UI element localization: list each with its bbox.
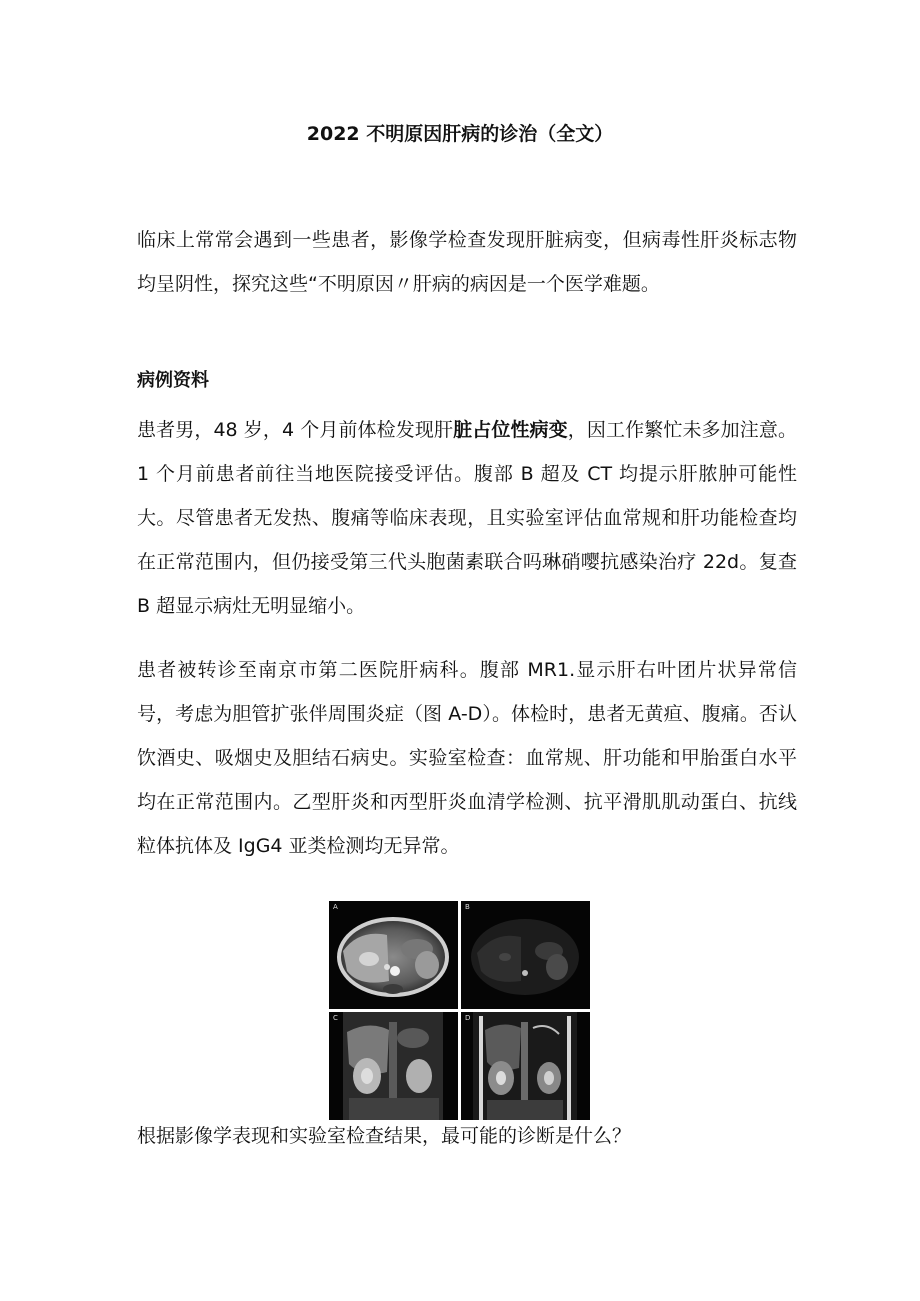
case-paragraph-1 bbox=[137, 408, 797, 628]
panel-label-a: A bbox=[333, 903, 338, 911]
mri-figure bbox=[328, 900, 592, 1120]
case-text-bold: 脏占位性病变 bbox=[453, 419, 568, 441]
section-heading: 病例资料 bbox=[137, 370, 209, 391]
case-text-part2: ，因工作繁忙未多加注意。1 个月前患者前往当地医院接受评估。腹部 B 超及 CT 均提示肝脓肿可能性大。尽管患者无发热、腹痛等临床表现，且实验室评估血常规和肝功能检查均在正常范围内，但仍接受第三代头胞菌素联合吗琳硝嘤抗感染治疗 22d。复查 B 超显示病灶无明显缩小。 bbox=[137, 419, 797, 617]
panel-label-c: C bbox=[333, 1014, 338, 1022]
question-paragraph: 根据影像学表现和实验室检查结果，最可能的诊断是什么？ bbox=[137, 1125, 632, 1147]
mri-image-c bbox=[329, 1012, 458, 1120]
case-paragraph-2: 患者被转诊至南京市第二医院肝病科。腹部 MR1.显示肝右叶团片状异常信号，考虑为胆管扩张伴周围炎症（图 A-D）。体检时，患者无黄疸、腹痛。否认饮酒史、吸烟史及胆结石病史。实验室检查：血常规、肝功能和甲胎蛋白水平均在正常范围内。乙型肝炎和丙型肝炎血清学检测、抗平滑肌肌动蛋白、抗线粒体抗体及 IgG4 亚类检测均无异常。 bbox=[137, 659, 797, 857]
panel-label-b: B bbox=[465, 903, 470, 911]
panel-label-d: D bbox=[465, 1014, 471, 1022]
document-title: 2022 不明原因肝病的诊治（全文） bbox=[306, 123, 614, 145]
intro-paragraph: 临床上常常会遇到一些患者，影像学检查发现肝脏病变，但病毒性肝炎标志物均呈阴性，探究这些“不明原因〃肝病的病因是一个医学难题。 bbox=[137, 229, 797, 295]
case-text-part1: 患者男，48 岁，4 个月前体检发现肝 bbox=[137, 419, 454, 441]
mri-panel-b bbox=[461, 901, 590, 1009]
mri-image-b bbox=[461, 901, 590, 1009]
mri-panel-c bbox=[329, 1012, 458, 1120]
mri-panel-a bbox=[329, 901, 458, 1009]
mri-image-d bbox=[461, 1012, 590, 1120]
mri-image-a bbox=[329, 901, 458, 1009]
mri-panel-d bbox=[461, 1012, 590, 1120]
